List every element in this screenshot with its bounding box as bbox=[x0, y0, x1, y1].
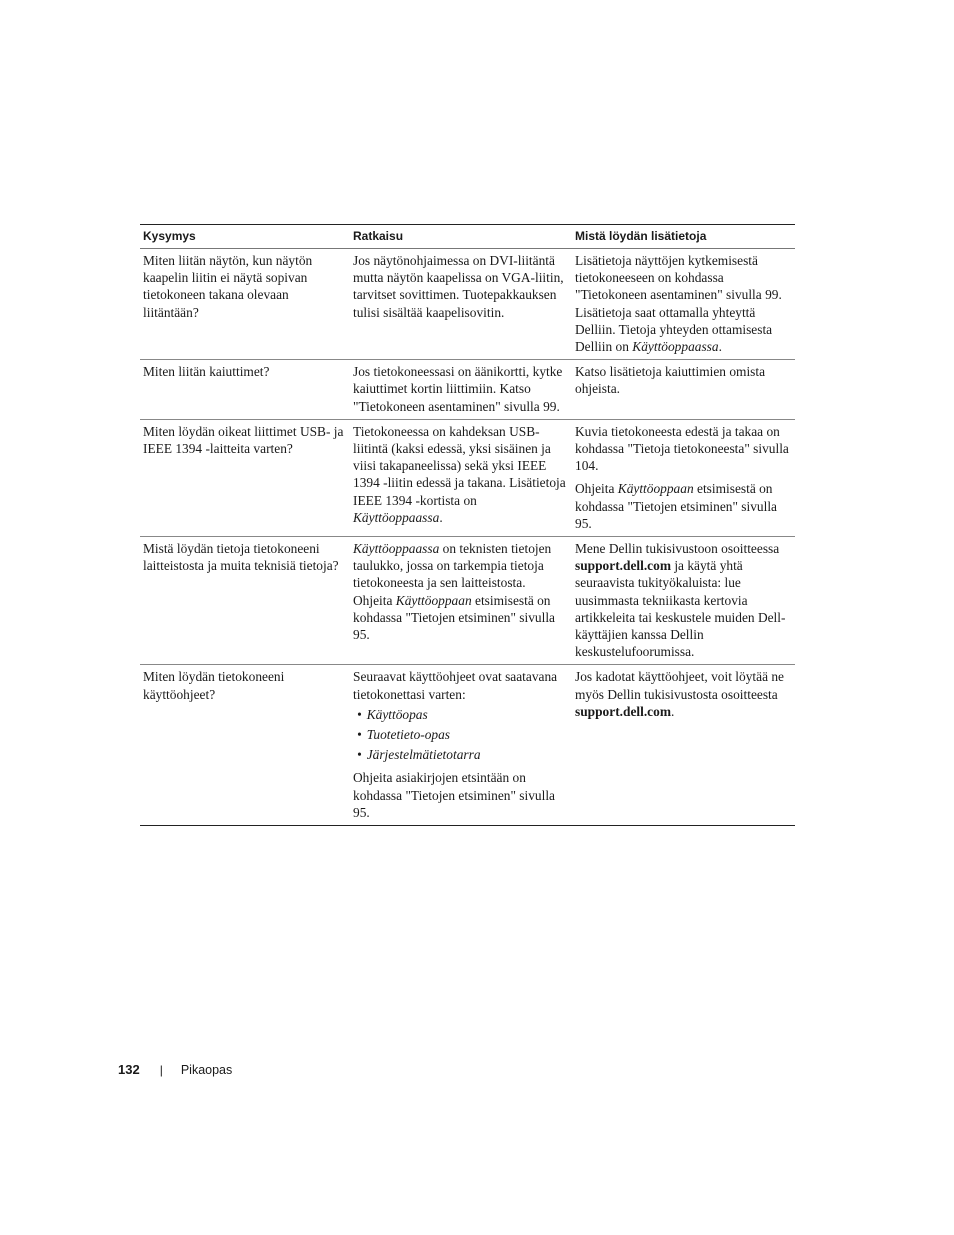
info-cell bbox=[572, 665, 795, 826]
support-url: support.dell.com bbox=[575, 703, 671, 719]
table-row bbox=[140, 537, 795, 665]
info-text: etsimisestä on kohdassa "Tietojen etsiminen" sivulla 95. bbox=[575, 481, 777, 531]
manual-reference: Käyttöoppaassa bbox=[632, 339, 719, 355]
table-row bbox=[140, 419, 795, 536]
solution-cell: Jos näytönohjaimessa on DVI-liitäntä mutta näytön kaapelissa on VGA-liitin, tarvitset sovittimen. Tuotepakkauksen tulisi sisältää kaapelisovitin. bbox=[350, 249, 572, 360]
solution-cell bbox=[350, 665, 572, 826]
list-item: • Järjestelmätietotarra bbox=[357, 746, 566, 763]
question-cell: Miten liitän kaiuttimet? bbox=[140, 360, 350, 420]
table-header-row bbox=[140, 225, 795, 249]
solution-cell: Jos tietokoneessasi on äänikortti, kytke kaiuttimet kortin liittimiin. Katso "Tietokoneen asentaminen" sivulla 99. bbox=[350, 360, 572, 420]
info-paragraph bbox=[575, 480, 789, 532]
question-cell: Miten löydän oikeat liittimet USB- ja IEEE 1394 -laitteita varten? bbox=[140, 419, 350, 536]
solution-cell bbox=[350, 537, 572, 665]
solution-text: etsimisestä on kohdassa "Tietojen etsiminen" sivulla 95. bbox=[353, 592, 555, 643]
question-cell: Mistä löydän tietoja tietokoneeni laitteistosta ja muita teknisiä tietoja? bbox=[140, 537, 350, 665]
support-url: support.dell.com bbox=[575, 558, 671, 574]
page-number: 132 bbox=[118, 1062, 140, 1077]
solution-text: on teknisten tietojen taulukko, jossa on tarkempia tietoja tietokoneesta ja sen laitteistosta. Ohjeita bbox=[353, 541, 552, 608]
punctuation: . bbox=[439, 509, 443, 525]
info-text: Jos kadotat käyttöohjeet, voit löytää ne myös Dellin tukisivustosta osoitteesta bbox=[575, 669, 784, 702]
header-question: Kysymys bbox=[140, 225, 350, 249]
question-cell: Miten liitän näytön, kun näytön kaapelin liitin ei näytä sopivan tietokoneen takana olevaan liitäntään? bbox=[140, 249, 350, 360]
solution-outro: Ohjeita asiakirjojen etsintään on kohdassa "Tietojen etsiminen" sivulla 95. bbox=[353, 770, 555, 820]
info-cell bbox=[572, 249, 795, 360]
info-paragraph: Kuvia tietokoneesta edestä ja takaa on kohdassa "Tietoja tietokoneesta" sivulla 104. bbox=[575, 423, 789, 474]
solution-intro: Seuraavat käyttöohjeet ovat saatavana tietokonettasi varten: bbox=[353, 669, 558, 702]
manual-reference: Käyttöoppaan bbox=[395, 592, 472, 608]
info-text: Mene Dellin tukisivustoon osoitteessa bbox=[575, 541, 780, 557]
list-item: • Käyttöopas bbox=[357, 706, 566, 723]
header-more-info: Mistä löydän lisätietoja bbox=[572, 225, 795, 249]
manual-reference: Käyttöoppaassa bbox=[353, 509, 440, 525]
faq-table bbox=[140, 224, 795, 826]
solution-text: Tietokoneessa on kahdeksan USB-liitintä (kaksi edessä, yksi sisäinen ja viisi takapaneelissa) sekä yksi IEEE 1394 -liitin edessä ja takana. Lisätietoja IEEE 1394 -kortista on bbox=[353, 423, 566, 508]
table-row bbox=[140, 249, 795, 360]
list-item: • Tuotetieto-opas bbox=[357, 726, 566, 743]
info-text: Ohjeita bbox=[575, 481, 618, 497]
punctuation: . bbox=[670, 703, 675, 719]
info-cell: Katso lisätietoja kaiuttimien omista ohjeista. bbox=[572, 360, 795, 420]
info-text: ja käytä yhtä seuraavista tukityökaluista: lue uusimmasta tekniikasta kertovia artikkeleita tai keskustele muiden Dell-käyttäjien kanssa Dellin keskustelufoorumissa. bbox=[575, 558, 786, 660]
question-cell: Miten löydän tietokoneeni käyttöohjeet? bbox=[140, 665, 350, 826]
solution-cell bbox=[350, 419, 572, 536]
manual-reference: Käyttöoppaassa bbox=[353, 541, 440, 557]
table-row bbox=[140, 360, 795, 420]
info-text: Lisätietoja näyttöjen kytkemisestä tietokoneeseen on kohdassa "Tietokoneen asentaminen" sivulla 99. Lisätietoja saat ottamalla yhteyttä Delliin. Tietoja yhteyden ottamisesta Delliin on bbox=[575, 253, 782, 355]
table-row bbox=[140, 665, 795, 826]
punctuation: . bbox=[718, 339, 722, 355]
info-cell bbox=[572, 537, 795, 665]
info-cell bbox=[572, 419, 795, 536]
manual-reference: Käyttöoppaan bbox=[617, 481, 694, 497]
header-solution: Ratkaisu bbox=[350, 225, 572, 249]
section-name: Pikaopas bbox=[180, 1062, 233, 1077]
document-list bbox=[353, 706, 566, 764]
page-footer bbox=[118, 1062, 232, 1077]
footer-separator: | bbox=[159, 1062, 163, 1077]
